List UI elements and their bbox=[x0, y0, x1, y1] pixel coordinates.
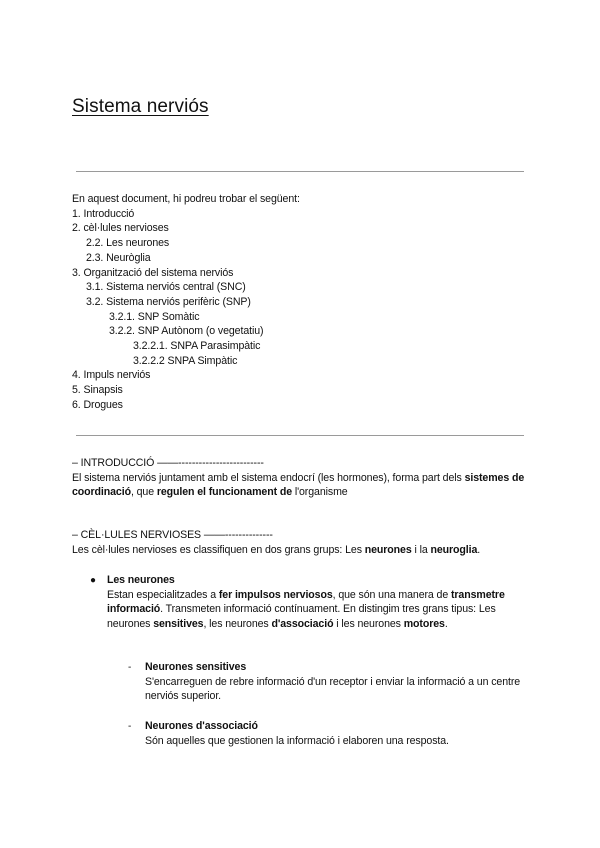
toc-item: 3. Organització del sistema nerviós bbox=[72, 266, 234, 279]
toc-item: 3.2. Sistema nerviós perifèric (SNP) bbox=[86, 295, 251, 308]
toc-intro: En aquest document, hi podreu trobar el següent: bbox=[72, 193, 300, 205]
table-of-contents bbox=[72, 192, 528, 413]
list-item-sensitives bbox=[145, 660, 525, 704]
list-item-title: Les neurones bbox=[107, 574, 175, 586]
cells-paragraph: Les cèl·lules nervioses es classifiquen en dos grans grups: Les neurones i la neuroglia. bbox=[72, 543, 481, 556]
dash-icon: - bbox=[128, 721, 132, 732]
cells-section bbox=[72, 528, 528, 557]
toc-item: 4. Impuls nerviós bbox=[72, 369, 151, 382]
toc-item: 2.3. Neuròglia bbox=[86, 251, 151, 264]
list-item-text: Estan especialitzades a fer impulsos nerviosos, que són una manera de transmetre informació. Transmeten informació contínuament. En distingim tres grans tipus: Les neurones sensitives, les neurones d'associació i les neurones motores. bbox=[107, 588, 505, 631]
list-item-title: Neurones sensitives bbox=[145, 661, 247, 673]
dash-icon: - bbox=[128, 662, 132, 673]
divider bbox=[76, 171, 524, 172]
section-heading-introduccio: – INTRODUCCIÓ ——------------------------- bbox=[72, 457, 264, 469]
toc-item: 6. Drogues bbox=[72, 398, 123, 411]
toc-item: 2. cèl·lules nervioses bbox=[72, 222, 169, 235]
list-item-associacio bbox=[145, 719, 525, 748]
list-item-neurones bbox=[107, 573, 527, 632]
intro-section bbox=[72, 456, 528, 500]
section-heading-cellules: – CÈL·LULES NERVIOSES ——-------------- bbox=[72, 529, 273, 541]
list-item-title: Neurones d'associació bbox=[145, 720, 258, 732]
divider bbox=[76, 435, 524, 436]
toc-item: 3.2.1. SNP Somàtic bbox=[109, 310, 200, 323]
toc-item: 3.2.2.1. SNPA Parasimpàtic bbox=[133, 340, 261, 353]
list-item-text: Són aquelles que gestionen la informació i elaboren una resposta. bbox=[145, 734, 449, 747]
page-title: Sistema nerviós bbox=[72, 96, 209, 117]
toc-item: 1. Introducció bbox=[72, 207, 135, 220]
intro-paragraph: El sistema nerviós juntament amb el sistema endocrí (les hormones), forma part dels sistemes de coordinació, que regulen el funcionament de l'organisme bbox=[72, 471, 525, 499]
toc-item: 5. Sinapsis bbox=[72, 384, 123, 397]
bullet-icon: ● bbox=[90, 575, 96, 586]
toc-item: 2.2. Les neurones bbox=[86, 237, 170, 250]
toc-item: 3.2.2.2 SNPA Simpàtic bbox=[133, 354, 238, 367]
toc-item: 3.1. Sistema nerviós central (SNC) bbox=[86, 281, 246, 294]
toc-item: 3.2.2. SNP Autònom (o vegetatiu) bbox=[109, 325, 264, 338]
list-item-text: S'encarreguen de rebre informació d'un receptor i enviar la informació a un centre nerviós superior. bbox=[145, 675, 521, 703]
